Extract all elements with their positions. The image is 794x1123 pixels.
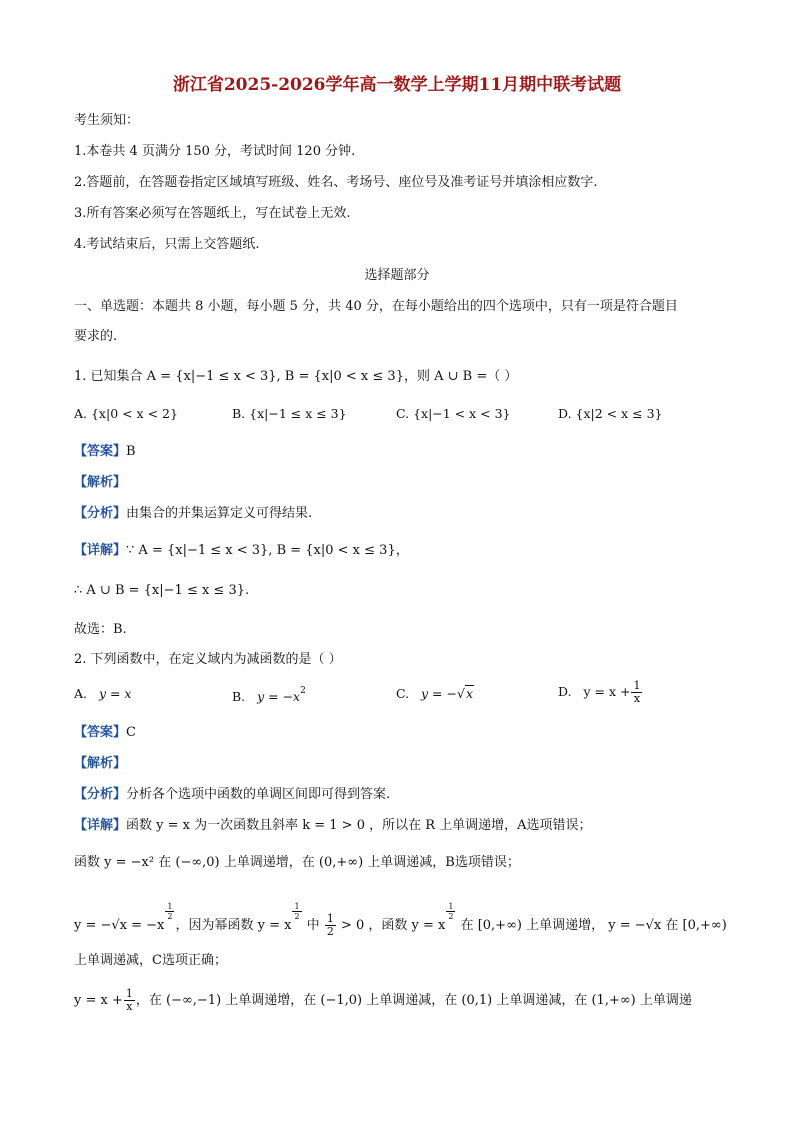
answer-value: C	[126, 725, 136, 740]
part-heading: 选择题部分	[364, 268, 430, 283]
q2-line2: 函数 y = −x² 在 (−∞,0) 上单调递增，在 (0,+∞) 上单调递减，B选项错误；	[74, 855, 520, 870]
q2-fenxi	[74, 786, 390, 804]
option-exponent: 2	[300, 686, 306, 696]
numerator: 1	[633, 679, 641, 692]
numerator: 1	[167, 902, 173, 911]
option-label: A.	[74, 686, 88, 701]
q1-xiangjie	[74, 542, 409, 560]
xiangjie-tag: 【详解】	[74, 818, 127, 833]
q1-option-b: B. {x|−1 ≤ x ≤ 3}	[232, 406, 347, 421]
text-segment: y = −√x = −x	[74, 918, 165, 933]
answer-tag: 【答案】	[74, 444, 127, 459]
numerator: 1	[125, 987, 133, 1000]
q1-option-c: C. {x|−1 < x < 3}	[396, 406, 511, 421]
denominator: x	[126, 1000, 133, 1013]
text-segment: ，在 (−∞,−1) 上单调递增，在 (−1,0) 上单调递减，在 (0,1) 上单调递减，在 (1,+∞) 上单调递	[135, 993, 692, 1008]
q1-step2: ∴ A ∪ B = {x|−1 ≤ x ≤ 3}.	[74, 583, 250, 598]
section1-line2: 要求的.	[74, 329, 118, 344]
fraction	[124, 988, 135, 1013]
denominator: x	[633, 692, 641, 705]
q2-stem: 2. 下列函数中，在定义域内为减函数的是（ ）	[74, 652, 342, 667]
q2-option-b	[232, 686, 306, 704]
sqrt-icon: √	[456, 686, 465, 701]
fraction	[325, 913, 336, 938]
q1-option-a: A. {x|0 < x < 2}	[74, 406, 178, 421]
denominator: 2	[448, 912, 454, 921]
q1-stem: 1. 已知集合 A = {x|−1 ≤ x < 3}, B = {x|0 < x ≤ 3}，则 A ∪ B =（ ）	[74, 369, 518, 384]
text-segment: ，因为幂函数 y = x	[175, 918, 292, 933]
q1-option-d: D. {x|2 < x ≤ 3}	[558, 406, 663, 421]
fenxi-text: 分析各个选项中函数的单调区间即可得到答案.	[126, 787, 391, 802]
option-label: C.	[396, 686, 410, 701]
option-label: D.	[558, 684, 572, 699]
q2-xiangjie	[74, 817, 592, 835]
fenxi-tag: 【分析】	[74, 787, 127, 802]
q2-option-d	[558, 680, 643, 705]
q2-line3	[74, 902, 727, 938]
q1-answer	[74, 443, 136, 461]
option-expr: y = x	[98, 686, 132, 701]
exponent-fraction	[292, 902, 301, 921]
notice-heading: 考生须知：	[74, 113, 140, 128]
text-segment: 中	[302, 918, 324, 933]
notice-4: 4.考试结束后，只需上交答题纸.	[74, 237, 260, 252]
text-segment: 在 [0,+∞) 上单调递增， y = −√x 在 [0,+∞)	[456, 918, 727, 933]
notice-2: 2.答题前，在答题卷指定区域填写班级、姓名、考场号、座位号及准考证号并填涂相应数字.	[74, 175, 598, 190]
fraction	[631, 680, 642, 705]
radicand: x	[465, 686, 474, 701]
denominator: 2	[326, 925, 334, 938]
option-label: B.	[232, 689, 246, 704]
q2-option-c	[396, 686, 474, 701]
fenxi-text: 由集合的并集运算定义可得结果.	[126, 506, 313, 521]
exponent-fraction	[446, 902, 455, 921]
notice-3: 3.所有答案必须写在答题纸上，写在试卷上无效.	[74, 206, 351, 221]
numerator: 1	[294, 902, 300, 911]
option-expr: y = −	[421, 686, 457, 701]
xiangjie-text: 函数 y = x 为一次函数且斜率 k = 1 > 0 ，所以在 R 上单调递增，A选项错误；	[126, 818, 592, 833]
q2-line4: 上单调递减，C选项正确；	[74, 953, 227, 968]
numerator: 1	[326, 912, 334, 925]
denominator: 2	[294, 912, 300, 921]
section1-line1: 一、单选题：本题共 8 小题，每小题 5 分，共 40 分，在每小题给出的四个选项中，只有一项是符合题目	[74, 299, 678, 314]
numerator: 1	[448, 902, 454, 911]
page-title: 浙江省2025-2026学年高一数学上学期11月期中联考试题	[172, 75, 622, 95]
xiangjie-text: ∵ A = {x|−1 ≤ x < 3}, B = {x|0 < x ≤ 3}，	[126, 543, 409, 558]
answer-value: B	[126, 444, 136, 459]
q1-jiexi-tag: 【解析】	[74, 475, 127, 490]
q2-answer	[74, 724, 136, 742]
q2-jiexi-tag: 【解析】	[74, 756, 127, 771]
fenxi-tag: 【分析】	[74, 506, 127, 521]
q2-line5	[74, 988, 692, 1013]
text-segment: y = x +	[74, 993, 123, 1008]
option-expr: y = x +	[583, 684, 631, 699]
q1-guxuan: 故选：B.	[74, 622, 127, 637]
answer-tag: 【答案】	[74, 725, 127, 740]
denominator: 2	[167, 912, 173, 921]
xiangjie-tag: 【详解】	[74, 543, 127, 558]
exponent-fraction	[165, 902, 174, 921]
option-expr: y = −x	[257, 689, 301, 704]
notice-1: 1.本卷共 4 页满分 150 分，考试时间 120 分钟.	[74, 144, 356, 159]
q1-fenxi	[74, 505, 312, 523]
q2-option-a	[74, 686, 131, 701]
text-segment: > 0 ，函数 y = x	[336, 918, 446, 933]
